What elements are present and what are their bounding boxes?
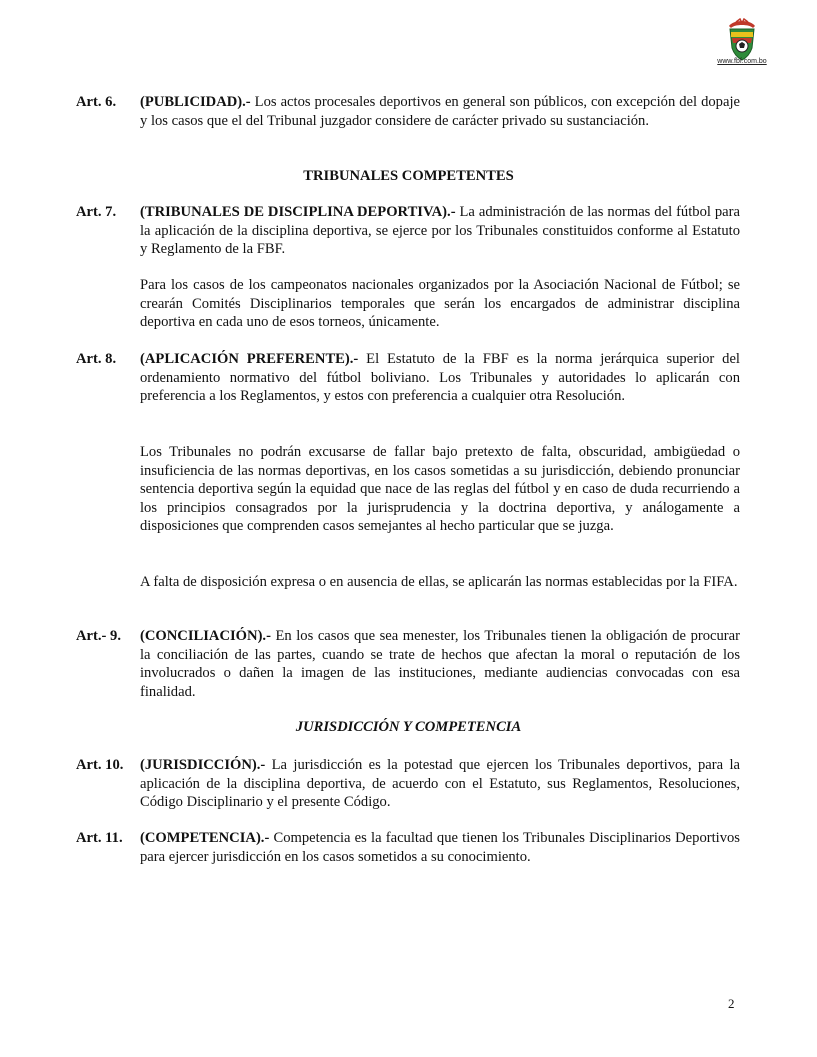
article-number: Art. 6. (76, 94, 117, 110)
article-text: Competencia es la facultad que tienen los Tribunales Disciplinarios Deportivos para ejercer jurisdicción en los casos sometidos a su conocimiento. (140, 830, 740, 865)
article-10 (76, 756, 756, 812)
article-title: (JURISDICCIÓN).- (140, 757, 266, 773)
article-text: Los actos procesales deportivos en general son públicos, con excepción del dopaje y los casos que el del Tribunal juzgador considere de carácter privado su sustanciación. (140, 94, 740, 129)
article-text: La administración de las normas del fútbol para la aplicación de la disciplina deportiva, se ejerce por los Tribunales constituidos conforme al Estatuto y Reglamento de la FBF. (140, 204, 740, 257)
article-8-paragraph-2: Los Tribunales no podrán excusarse de fallar bajo pretexto de falta, obscuridad, ambigüedad o insuficiencia de las normas deportivas, en los casos sometidas a su jurisdicción, debiendo pronunciar sentencia deportiva según la equidad que nace de las reglas del fútbol y en caso de duda recurriendo a los principios consagrados por la jurisprudencia y la doctrina deportiva, y análogamente a disposiciones que comprenden casos semejantes al hecho particular que se juzga. (140, 444, 740, 534)
article-body (140, 93, 740, 130)
article-body (140, 627, 740, 701)
article-body (140, 829, 740, 866)
article-number: Art. 7. (76, 204, 117, 220)
article-text: La jurisdicción es la potestad que ejercen los Tribunales deportivos, para la aplicación de la disciplina deportiva, de acuerdo con el Estatuto, sus Reglamentos, Resoluciones, Código Disciplinario y el presente Código. (140, 757, 740, 810)
article-7-paragraph-2: Para los casos de los campeonatos nacionales organizados por la Asociación Nacional de Fútbol; se crearán Comités Disciplinarios temporales que serán los encargados de administrar disciplina deportiva en cada uno de esos torneos, únicamente. (140, 277, 740, 330)
article-body (140, 203, 740, 259)
article-7 (76, 203, 756, 259)
page-number: 2 (728, 996, 735, 1011)
article-title: (PUBLICIDAD).- (140, 94, 251, 110)
article-title: (CONCILIACIÓN).- (140, 628, 271, 644)
article-title: (APLICACIÓN PREFERENTE).- (140, 351, 359, 367)
article-number: Art. 8. (76, 351, 117, 367)
section-title-tribunales: TRIBUNALES COMPETENTES (303, 168, 514, 184)
article-number: Art.- 9. (76, 628, 121, 644)
article-text: El Estatuto de la FBF es la norma jerárquica superior del ordenamiento normativo del fútbol boliviano. Los Tribunales y autoridades lo aplicarán con preferencia a los Reglamentos, y estos con preferencia a cualquier otra Resolución. (140, 351, 740, 404)
article-number: Art. 11. (76, 830, 123, 846)
article-6 (76, 93, 756, 130)
article-8-paragraph-3: A falta de disposición expresa o en ausencia de ellas, se aplicarán las normas establecidas por la FIFA. (140, 574, 738, 590)
article-text: En los casos que sea menester, los Tribunales tienen la obligación de procurar la conciliación de las partes, cuando se trate de hechos que afectan la moral o reputación de los involucrados o dañen la imagen de las instituciones, mediante audiencias convocadas con esa finalidad. (140, 628, 740, 700)
article-body (140, 756, 740, 812)
fbf-crest-logo (722, 18, 762, 62)
article-number: Art. 10. (76, 757, 124, 773)
article-title: (COMPETENCIA).- (140, 830, 270, 846)
article-title: (TRIBUNALES DE DISCIPLINA DEPORTIVA).- (140, 204, 456, 220)
article-9 (76, 627, 756, 701)
article-11 (76, 829, 756, 866)
article-8 (76, 350, 756, 406)
section-title-jurisdiccion: JURISDICCIÓN Y COMPETENCIA (295, 719, 522, 735)
article-body (140, 350, 740, 406)
header-url[interactable]: www.fbf.com.bo (717, 58, 767, 65)
